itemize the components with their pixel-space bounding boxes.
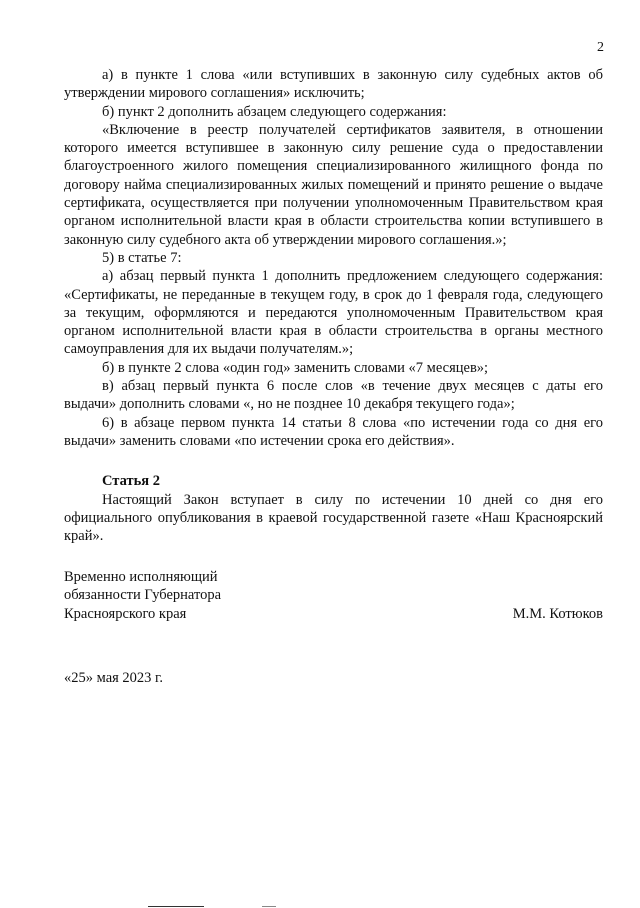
paragraph-1b: б) пункт 2 дополнить абзацем следующего содержания: (102, 103, 447, 120)
page-number: 2 (597, 40, 604, 55)
signatory-title-line-1: Временно исполняющий (64, 569, 218, 585)
signatory-title-line-3: Красноярского края (64, 605, 187, 622)
paragraph-7a: а) абзац первый пункта 1 дополнить предложением следующего содержания: «Сертификаты, не переданные в текущем году, в срок до 1 февраля года, следующего за текущим, оформляются и передаются уполномоченным Правительством края органом исполнительной власти края в области строительства в органы местного самоуправления для их выдачи получателям.»; (64, 268, 603, 358)
signature-block (64, 568, 603, 623)
scan-artifact-line (262, 906, 276, 907)
paragraph-7b: б) в пункте 2 слова «один год» заменить словами «7 месяцев»; (102, 359, 489, 376)
scan-artifact-line (148, 906, 204, 907)
article-2-heading: Статья 2 (102, 473, 160, 490)
article-2-text: Настоящий Закон вступает в силу по истечении 10 дней со дня его официального опубликования в краевой государственной газете «Наш Красноярский край». (64, 491, 603, 545)
paragraph-quote-inclusion: «Включение в реестр получателей сертификатов заявителя, в отношении которого имеется вступившее в законную силу решение суда о предоставлении благоустроенного жилого помещения специализированного жилищного фонда по договору найма специализированных жилых помещений и принято решение о выдаче сертификата, осуществляется при получении уполномоченным Правительством края органом исполнительной власти края в области строительства копии вступившего в законную силу судебного акта об утверждении мирового соглашения.»; (64, 121, 603, 248)
document-date: «25» мая 2023 г. (64, 670, 163, 686)
paragraph-article7: 5) в статье 7: (102, 249, 182, 266)
signatory-name: М.М. Котюков (512, 605, 603, 622)
signatory-title-line-2: обязанности Губернатора (64, 587, 222, 604)
paragraph-6: 6) в абзаце первом пункта 14 статьи 8 слова «по истечении года со дня его выдачи» заменить словами «по истечении срока его действия». (64, 414, 603, 449)
paragraph-1a: а) в пункте 1 слова «или вступивших в законную силу судебных актов об утверждении мирового соглашения» исключить; (64, 67, 603, 102)
document-body (64, 66, 603, 545)
paragraph-7v: в) абзац первый пункта 6 после слов «в течение двух месяцев с даты его выдачи» дополнить словами «, но не позднее 10 декабря текущего года»; (64, 378, 603, 413)
